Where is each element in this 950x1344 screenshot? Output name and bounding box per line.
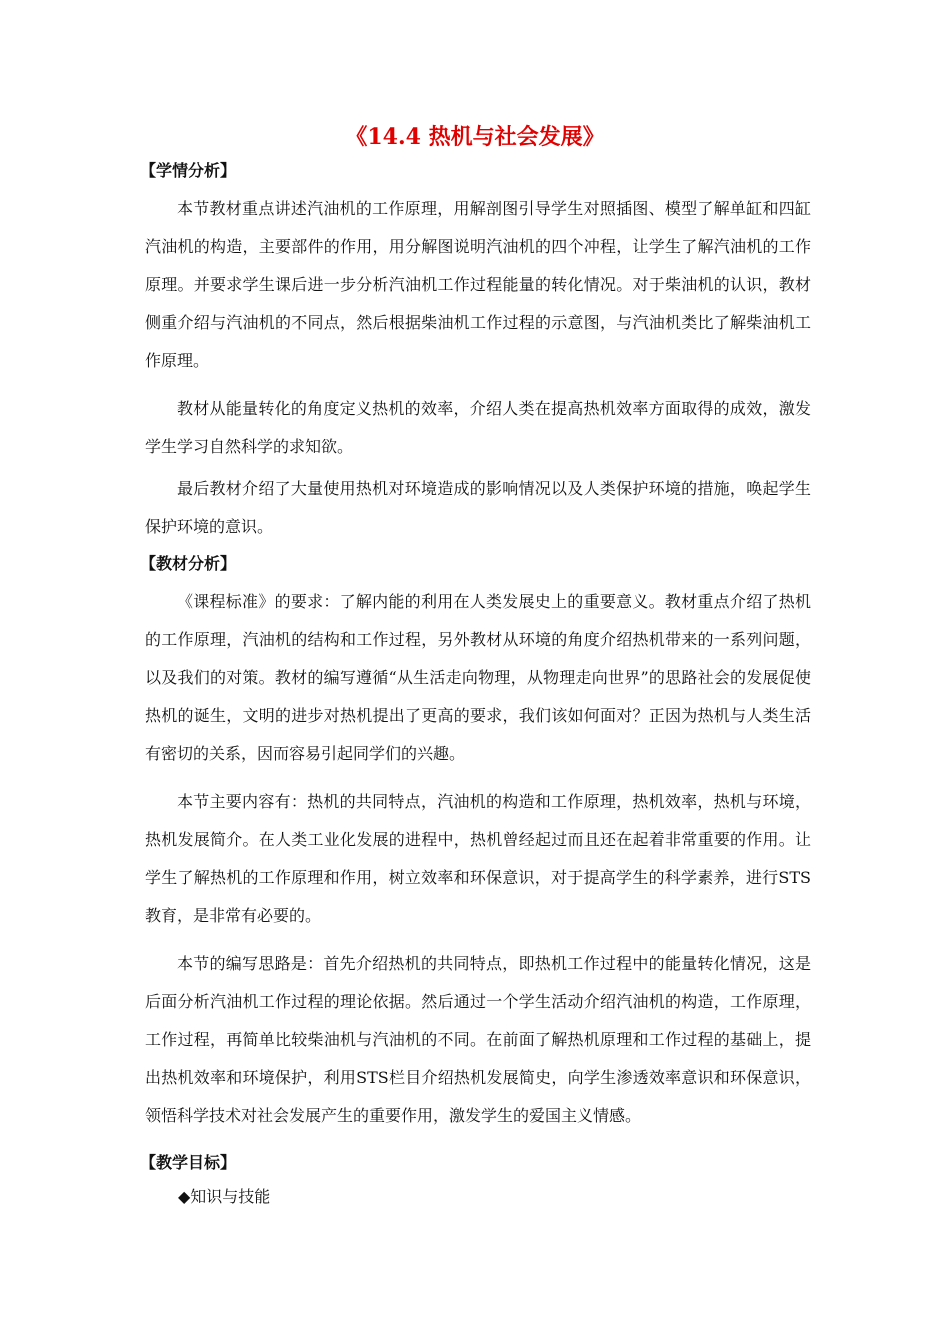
paragraph: 最后教材介绍了大量使用热机对环境造成的影响情况以及人类保护环境的措施，唤起学生保护环境的意识。 (145, 479, 811, 536)
paragraph: 本节主要内容有：热机的共同特点，汽油机的构造和工作原理，热机效率，热机与环境，热机发展简介。在人类工业化发展的进程中，热机曾经起过而且还在起着非常重要的作用。让学生了解热机的工作原理和作用，树立效率和环保意识，对于提高学生的科学素养，进行STS教育，是非常有必要的。 (145, 792, 811, 925)
paragraph: 《课程标准》的要求：了解内能的利用在人类发展史上的重要意义。教材重点介绍了热机的工作原理，汽油机的结构和工作过程，另外教材从环境的角度介绍热机带来的一系列问题，以及我们的对策。教材的编写遵循“从生活走向物理，从物理走向世界”的思路社会的发展促使热机的诞生，文明的进步对热机提出了更高的要求，我们该如何面对？正因为热机与人类生活有密切的关系，因而容易引起同学们的兴趣。 (145, 592, 811, 763)
section-heading-textbook-analysis: 【教材分析】 (140, 554, 237, 573)
document-title: 《14.4 热机与社会发展》 (345, 124, 605, 150)
section-heading-teaching-goals: 【教学目标】 (140, 1153, 237, 1172)
paragraph: 教材从能量转化的角度定义热机的效率，介绍人类在提高热机效率方面取得的成效，激发学生学习自然科学的求知欲。 (145, 399, 811, 456)
section-heading-learning-analysis: 【学情分析】 (140, 161, 237, 180)
paragraph: 本节教材重点讲述汽油机的工作原理，用解剖图引导学生对照插图、模型了解单缸和四缸汽油机的构造，主要部件的作用，用分解图说明汽油机的四个冲程，让学生了解汽油机的工作原理。并要求学生课后进一步分析汽油机工作过程能量的转化情况。对于柴油机的认识，教材侧重介绍与汽油机的不同点，然后根据柴油机工作过程的示意图，与汽油机类比了解柴油机工作原理。 (145, 199, 811, 370)
paragraph: 本节的编写思路是：首先介绍热机的共同特点，即热机工作过程中的能量转化情况，这是后面分析汽油机工作过程的理论依据。然后通过一个学生活动介绍汽油机的构造，工作原理，工作过程，再简单比较柴油机与汽油机的不同。在前面了解热机原理和工作过程的基础上，提出热机效率和环境保护，利用STS栏目介绍热机发展简史，向学生渗透效率意识和环保意识，领悟科学技术对社会发展产生的重要作用，激发学生的爱国主义情感。 (145, 954, 811, 1125)
bullet-item: ◆知识与技能 (178, 1187, 271, 1206)
